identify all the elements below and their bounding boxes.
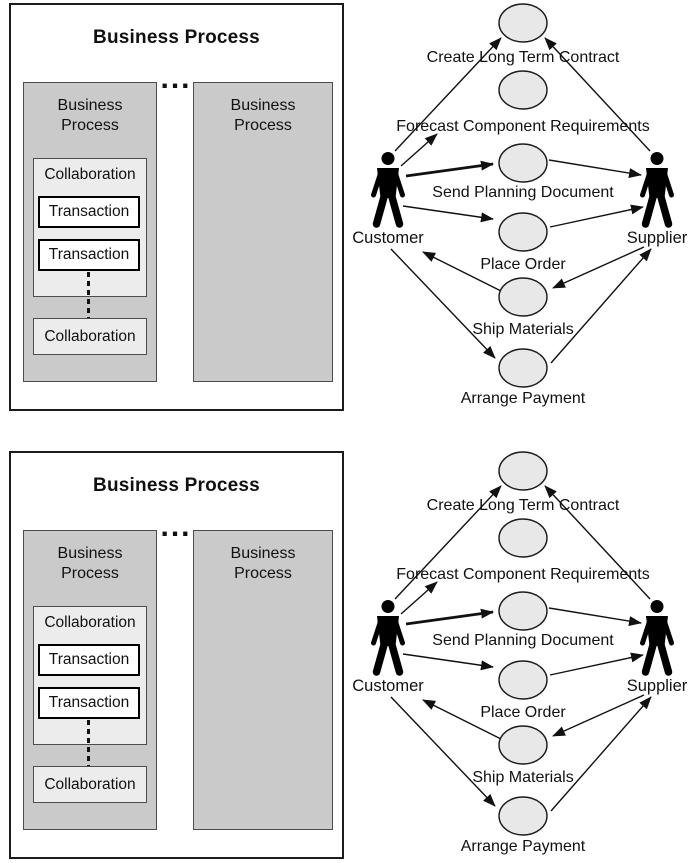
arrow-place-order-to-supplier	[550, 207, 643, 227]
usecase-ellipse-forecast-component-requirements	[499, 71, 547, 109]
usecase-ellipse-ship-materials	[499, 726, 547, 764]
arrow-customer-to-send-planning-document	[406, 612, 493, 624]
ellipsis-icon: ...	[160, 510, 192, 543]
usecase-ellipse-arrange-payment	[499, 349, 547, 387]
arrow-place-order-to-supplier	[550, 655, 643, 675]
sub-process-label-left	[23, 544, 157, 584]
transaction-2-label: Transaction	[48, 246, 130, 263]
usecase-label-arrange-payment: Arrange Payment	[460, 838, 586, 855]
usecase-label-place-order: Place Order	[480, 256, 566, 273]
usecase-diagram	[345, 0, 690, 420]
dashed-connector	[87, 720, 90, 766]
diagram-half-bottom	[0, 448, 690, 863]
customer-actor-icon	[374, 600, 403, 672]
sub-process-label-left	[23, 96, 157, 136]
sub-process-label-right-text: Business Process	[230, 545, 296, 582]
diagram-half-top	[0, 0, 690, 420]
usecase-ellipse-forecast-component-requirements	[499, 519, 547, 557]
supplier-actor-icon	[643, 152, 672, 224]
supplier-label: Supplier	[626, 677, 688, 695]
usecase-label-send-planning-document: Send Planning Document	[432, 632, 614, 649]
collaboration-bottom-label: Collaboration	[44, 327, 136, 345]
arrow-supplier-to-ship-materials	[553, 247, 644, 288]
usecase-ellipse-create-long-term-contract	[499, 452, 547, 490]
arrow-customer-to-send-planning-document	[406, 164, 493, 176]
collaboration-top-label: Collaboration	[44, 614, 136, 631]
sub-process-label-right	[193, 544, 333, 584]
collaboration-bottom-label: Collaboration	[44, 775, 136, 793]
usecase-ellipse-ship-materials	[499, 278, 547, 316]
sub-process-label-right-text: Business Process	[230, 97, 296, 134]
usecase-label-send-planning-document: Send Planning Document	[432, 184, 614, 201]
supplier-actor-icon	[643, 600, 672, 672]
sub-process-label-left-text: Business Process	[57, 97, 123, 134]
arrow-customer-to-place-order	[403, 206, 493, 219]
usecase-label-ship-materials: Ship Materials	[472, 321, 574, 338]
usecase-ellipse-send-planning-document	[499, 144, 547, 182]
transaction-box-1	[38, 644, 140, 676]
customer-label: Customer	[352, 229, 424, 247]
arrow-send-planning-document-to-supplier	[549, 160, 641, 175]
transaction-box-2	[38, 687, 140, 719]
dashed-connector	[87, 272, 90, 318]
supplier-label: Supplier	[626, 229, 688, 247]
collaboration-box-bottom	[33, 318, 147, 355]
usecase-label-forecast-component-requirements: Forecast Component Requirements	[396, 118, 650, 135]
usecase-label-place-order: Place Order	[480, 704, 566, 721]
collaboration-top-label: Collaboration	[44, 166, 136, 183]
business-process-title: Business Process	[93, 475, 260, 496]
customer-label: Customer	[352, 677, 424, 695]
customer-actor-icon	[374, 152, 403, 224]
arrow-supplier-to-ship-materials	[553, 695, 644, 736]
business-process-title: Business Process	[93, 27, 260, 48]
transaction-2-label: Transaction	[48, 694, 130, 711]
usecase-label-arrange-payment: Arrange Payment	[460, 390, 586, 407]
sub-process-label-left-text: Business Process	[57, 545, 123, 582]
usecase-ellipse-arrange-payment	[499, 797, 547, 835]
transaction-box-2	[38, 239, 140, 271]
sub-process-label-right	[193, 96, 333, 136]
transaction-box-1	[38, 196, 140, 228]
usecase-label-create-long-term-contract: Create Long Term Contract	[426, 49, 620, 66]
transaction-1-label: Transaction	[48, 203, 130, 220]
arrow-send-planning-document-to-supplier	[549, 608, 641, 623]
usecase-label-forecast-component-requirements: Forecast Component Requirements	[396, 566, 650, 583]
arrow-customer-to-place-order	[403, 654, 493, 667]
ellipsis-icon: ...	[160, 62, 192, 95]
collaboration-box-bottom	[33, 766, 147, 803]
usecase-ellipse-place-order	[499, 661, 547, 699]
usecase-diagram	[345, 448, 690, 863]
transaction-1-label: Transaction	[48, 651, 130, 668]
usecase-ellipse-send-planning-document	[499, 592, 547, 630]
usecase-ellipse-place-order	[499, 213, 547, 251]
usecase-ellipse-create-long-term-contract	[499, 4, 547, 42]
usecase-label-ship-materials: Ship Materials	[472, 769, 574, 786]
usecase-label-create-long-term-contract: Create Long Term Contract	[426, 497, 620, 514]
